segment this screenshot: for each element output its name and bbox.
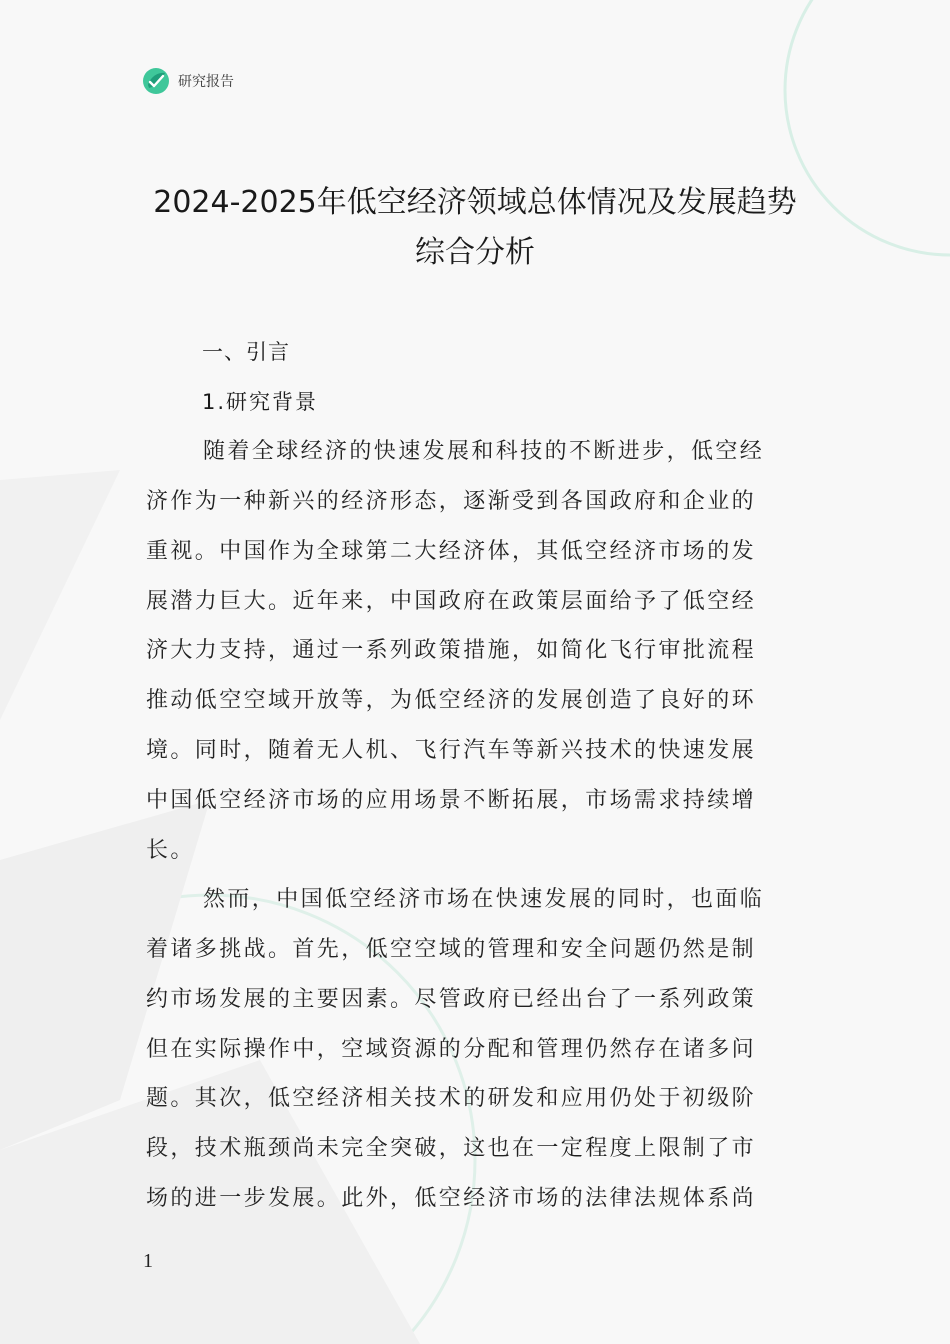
header-label: 研究报告 [178, 74, 234, 90]
paragraph-line: 场的进一步发展。此外，低空经济市场的法律法规体系尚 [146, 1186, 757, 1211]
page-number: 1 [143, 1250, 153, 1272]
paragraph-line: 推动低空空域开放等，为低空经济的发展创造了良好的环 [146, 688, 757, 713]
paragraph-line: 济作为一种新兴的经济形态，逐渐受到各国政府和企业的 [146, 489, 757, 514]
paragraph-line: 段，技术瓶颈尚未完全突破，这也在一定程度上限制了市 [146, 1136, 757, 1161]
document-title [130, 178, 820, 278]
paragraph-line: 境。同时，随着无人机、飞行汽车等新兴技术的快速发展 [146, 738, 757, 763]
title-line-2: 综合分析 [415, 235, 535, 270]
paragraph-line: 约市场发展的主要因素。尽管政府已经出台了一系列政策 [146, 987, 757, 1012]
report-header [142, 66, 234, 96]
paragraph-line: 然而，中国低空经济市场在快速发展的同时，也面临 [203, 887, 765, 912]
paragraph-line: 随着全球经济的快速发展和科技的不断进步，低空经 [203, 439, 765, 464]
title-line-1: 2024-2025年低空经济领域总体情况及发展趋势 [153, 185, 797, 220]
paragraph-line: 着诸多挑战。首先，低空空域的管理和安全问题仍然是制 [146, 937, 757, 962]
paragraph-line: 中国低空经济市场的应用场景不断拓展，市场需求持续增 [146, 788, 757, 813]
section-heading: 一、引言 [202, 340, 290, 364]
subsection-heading: 1.研究背景 [202, 390, 319, 414]
paragraph-line: 但在实际操作中，空域资源的分配和管理仍然存在诸多问 [146, 1037, 757, 1062]
paragraph-line: 重视。中国作为全球第二大经济体，其低空经济市场的发 [146, 539, 757, 564]
paragraph-line: 展潜力巨大。近年来，中国政府在政策层面给予了低空经 [146, 589, 757, 614]
paragraph-line: 题。其次，低空经济相关技术的研发和应用仍处于初级阶 [146, 1086, 757, 1111]
paragraph-line: 长。 [146, 838, 195, 863]
paragraph-line: 济大力支持，通过一系列政策措施，如简化飞行审批流程 [146, 638, 757, 663]
green-leaf-logo-icon [142, 67, 170, 95]
